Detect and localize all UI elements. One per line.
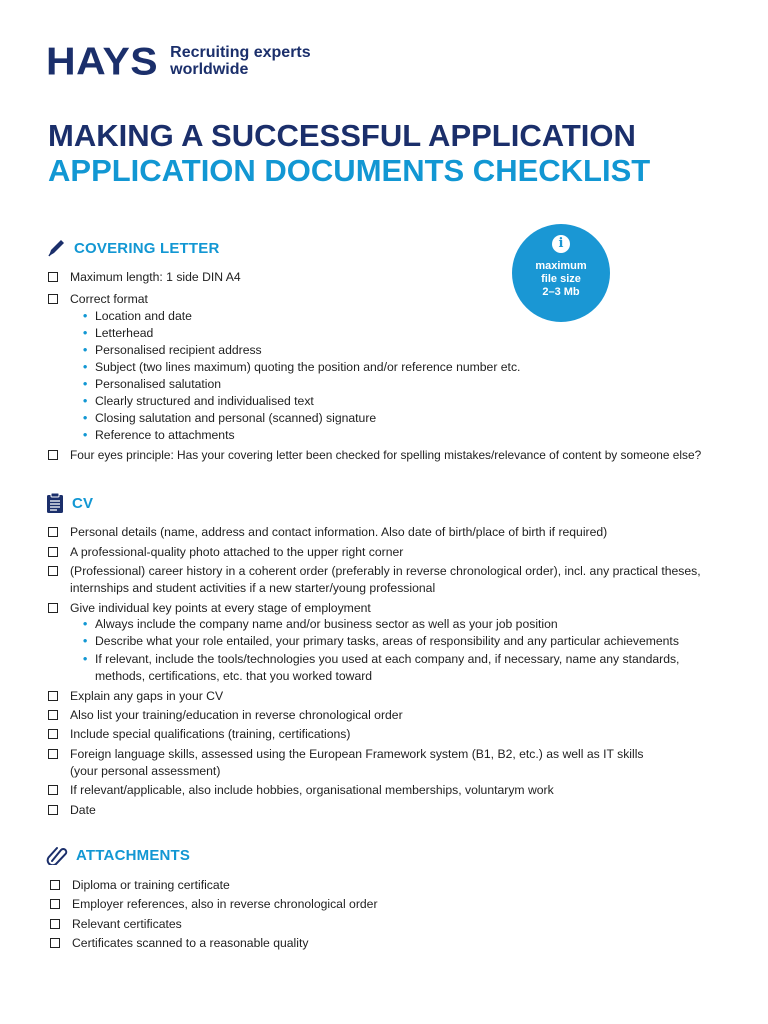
checkbox[interactable] [48,805,58,815]
checkbox[interactable] [48,603,58,613]
bullet-icon: • [83,377,88,391]
checkbox[interactable] [50,899,60,909]
clipboard-icon [46,492,64,514]
checkbox[interactable] [48,527,58,537]
checkbox[interactable] [48,749,58,759]
brand-tagline-line1: Recruiting experts [170,44,311,61]
sub-item-text-cont: methods, certifications, etc. that you worked toward [95,669,373,683]
sub-item-text: Personalised recipient address [95,343,262,357]
checkbox[interactable] [48,272,58,282]
item-text: Certificates scanned to a reasonable quality [72,936,309,950]
file-size-badge [512,224,610,322]
sub-item-text: If relevant, include the tools/technologies you used at each company and, if necessary, name any standards, [95,652,680,666]
bullet-icon: • [83,652,88,666]
sub-item-text: Letterhead [95,326,154,340]
item-text: A professional-quality photo attached to the upper right corner [70,545,404,559]
checkbox[interactable] [48,547,58,557]
sub-item-text: Describe what your role entailed, your primary tasks, areas of responsibility and any particular achievements [95,634,679,648]
item-text: (Professional) career history in a coherent order (preferably in reverse chronological order), incl. any practical theses, [70,564,701,578]
item-text: Personal details (name, address and contact information. Also date of birth/place of birth if required) [70,525,608,539]
bullet-icon: • [83,343,88,357]
brand-tagline [170,44,310,78]
paperclip-icon [46,845,68,865]
bullet-icon: • [83,634,88,648]
section-covering-letter [46,238,220,258]
item-text: Diploma or training certificate [72,878,230,892]
item-text-cont: internships and student activities if a new starter/young professional [70,581,436,595]
sub-item-text: Closing salutation and personal (scanned) signature [95,411,377,425]
checkbox[interactable] [48,729,58,739]
item-text: Also list your training/education in reverse chronological order [70,708,403,722]
item-text: If relevant/applicable, also include hobbies, organisational memberships, voluntarym work [70,783,554,797]
item-text: Include special qualifications (training, certifications) [70,727,351,741]
title-line1: MAKING A SUCCESSFUL APPLICATION [48,118,636,153]
bullet-icon: • [83,309,88,323]
item-text-cont: (your personal assessment) [70,764,221,778]
item-text: Explain any gaps in your CV [70,689,224,703]
pen-icon [46,238,66,258]
brand-logo [46,40,311,82]
info-icon: i [552,235,570,253]
checkbox[interactable] [50,919,60,929]
item-text: Correct format [70,292,148,306]
title-line2: APPLICATION DOCUMENTS CHECKLIST [48,153,651,188]
section-heading: ATTACHMENTS [76,846,191,864]
checkbox[interactable] [48,691,58,701]
checkbox[interactable] [48,294,58,304]
section-heading: CV [72,494,94,512]
checkbox[interactable] [48,785,58,795]
item-text: Four eyes principle: Has your covering letter been checked for spelling mistakes/relevance of content by someone else? [70,448,702,462]
sub-item-text: Clearly structured and individualised text [95,394,314,408]
section-attachments [46,845,190,865]
bullet-icon: • [83,360,88,374]
checkbox[interactable] [48,710,58,720]
badge-line3: 2–3 Mb [542,286,580,298]
page-title [48,118,650,188]
checkbox[interactable] [48,450,58,460]
item-text: Maximum length: 1 side DIN A4 [70,270,241,284]
item-text: Employer references, also in reverse chronological order [72,897,378,911]
bullet-icon: • [83,326,88,340]
section-heading: COVERING LETTER [74,239,220,257]
bullet-icon: • [83,617,88,631]
badge-line1: maximum [535,260,587,272]
bullet-icon: • [83,428,88,442]
bullet-icon: • [83,411,88,425]
item-text: Foreign language skills, assessed using the European Framework system (B1, B2, etc.) as well as IT skills [70,747,644,761]
item-text: Give individual key points at every stage of employment [70,601,371,615]
bullet-icon: • [83,394,88,408]
item-text: Relevant certificates [72,917,182,931]
sub-item-text: Always include the company name and/or business sector as well as your job position [95,617,558,631]
sub-item-text: Subject (two lines maximum) quoting the position and/or reference number etc. [95,360,521,374]
sub-item-text: Reference to attachments [95,428,235,442]
checkbox[interactable] [48,566,58,576]
brand-name: HAYS [46,39,159,83]
sub-item-text: Location and date [95,309,192,323]
sub-item-text: Personalised salutation [95,377,222,391]
checkbox[interactable] [50,880,60,890]
item-text: Date [70,803,96,817]
section-cv [46,492,93,514]
brand-tagline-line2: worldwide [170,61,249,78]
badge-line2: file size [541,273,581,285]
checkbox[interactable] [50,938,60,948]
